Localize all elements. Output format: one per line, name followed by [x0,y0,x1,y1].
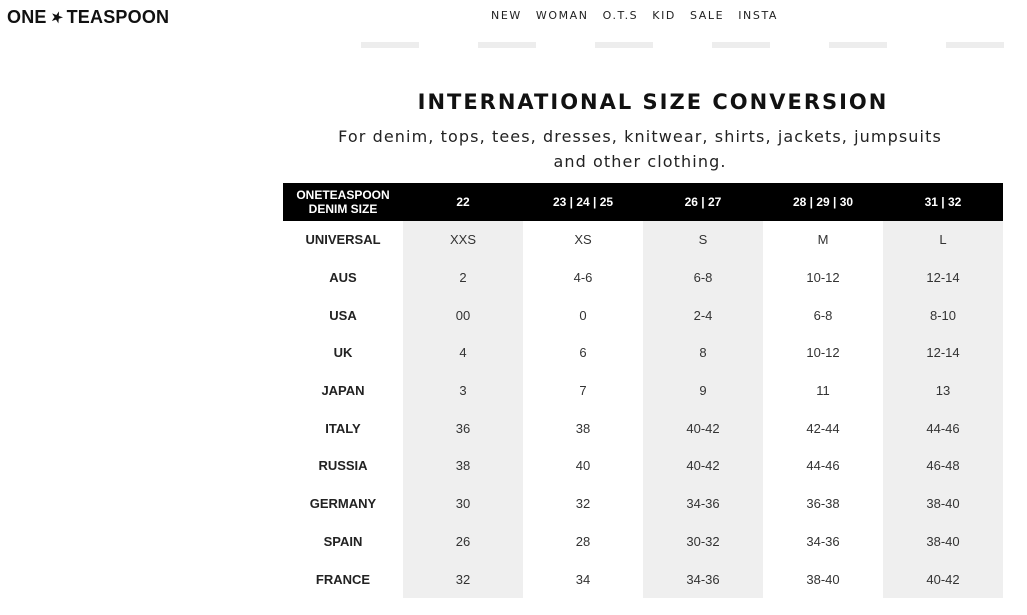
tab-divider-segment [946,42,1004,48]
table-cell: 0 [523,296,643,334]
table-cell: 44-46 [763,447,883,485]
table-cell: 2 [403,259,523,297]
table-row [283,372,1003,410]
table-cell: 10-12 [763,259,883,297]
table-header-cell: 22 [403,183,523,221]
table-header-cell: 23 | 24 | 25 [523,183,643,221]
table-cell: XXS [403,221,523,259]
tab-divider-segment [478,42,536,48]
row-label: UK [283,334,403,372]
table-cell: 32 [403,560,523,598]
star-icon [50,10,64,24]
nav-item-insta[interactable]: INSTA [738,9,779,22]
table-header-cell: 31 | 32 [883,183,1003,221]
table-cell: S [643,221,763,259]
table-cell: 44-46 [883,409,1003,447]
table-row [283,447,1003,485]
row-label: FRANCE [283,560,403,598]
table-row [283,485,1003,523]
table-cell: 8-10 [883,296,1003,334]
nav-item-ots[interactable]: O.T.S [602,9,639,22]
row-label: AUS [283,259,403,297]
table-cell: 7 [523,372,643,410]
table-cell: 42-44 [763,409,883,447]
table-row [283,259,1003,297]
table-cell: L [883,221,1003,259]
table-cell: 38 [523,409,643,447]
table-cell: 38-40 [763,560,883,598]
row-label: RUSSIA [283,447,403,485]
logo-text-left: ONE [7,6,47,27]
table-cell: 40-42 [643,409,763,447]
table-cell: 40 [523,447,643,485]
nav-item-kid[interactable]: KID [652,9,676,22]
row-label: SPAIN [283,523,403,561]
table-header-row [283,183,1003,221]
row-label: UNIVERSAL [283,221,403,259]
row-label: ITALY [283,409,403,447]
table-cell: 2-4 [643,296,763,334]
nav-item-new[interactable]: NEW [491,9,522,22]
table-cell: 34-36 [763,523,883,561]
logo-text-right: TEASPOON [66,6,170,27]
table-cell: 34 [523,560,643,598]
table-cell: 6 [523,334,643,372]
tab-divider [361,42,1004,48]
table-header-cell: 26 | 27 [643,183,763,221]
row-label: GERMANY [283,485,403,523]
table-cell: XS [523,221,643,259]
row-label: JAPAN [283,372,403,410]
table-cell: 38 [403,447,523,485]
table-cell: 10-12 [763,334,883,372]
table-cell: 32 [523,485,643,523]
row-label: USA [283,296,403,334]
table-row [283,560,1003,598]
main-nav [491,9,792,22]
table-cell: 30 [403,485,523,523]
table-row [283,221,1003,259]
table-cell: 00 [403,296,523,334]
table-cell: 3 [403,372,523,410]
table-body [283,221,1003,598]
table-cell: 13 [883,372,1003,410]
table-cell: 11 [763,372,883,410]
page-subtitle: For denim, tops, tees, dresses, knitwear, shirts, jackets, jumpsuits and other clothing. [338,127,942,171]
table-cell: 38-40 [883,523,1003,561]
table-cell: 28 [523,523,643,561]
table-cell: 34-36 [643,560,763,598]
tab-divider-segment [829,42,887,48]
table-row [283,296,1003,334]
table-cell: 8 [643,334,763,372]
table-cell: M [763,221,883,259]
table-cell: 30-32 [643,523,763,561]
tab-divider-segment [361,42,419,48]
nav-item-sale[interactable]: SALE [689,9,725,22]
table-row [283,523,1003,561]
table-row [283,334,1003,372]
tab-divider-segment [595,42,653,48]
table-row [283,409,1003,447]
table-cell: 40-42 [643,447,763,485]
table-cell: 4-6 [523,259,643,297]
table-cell: 6-8 [763,296,883,334]
table-header-cell: 28 | 29 | 30 [763,183,883,221]
brand-logo[interactable] [7,6,169,28]
size-conversion-table [283,183,1003,598]
table-cell: 36-38 [763,485,883,523]
table-cell: 12-14 [883,259,1003,297]
table-cell: 9 [643,372,763,410]
page-title: INTERNATIONAL SIZE CONVERSION [417,90,889,115]
table-cell: 4 [403,334,523,372]
nav-item-woman[interactable]: WOMAN [535,9,589,22]
table-cell: 34-36 [643,485,763,523]
table-cell: 38-40 [883,485,1003,523]
table-cell: 46-48 [883,447,1003,485]
table-cell: 36 [403,409,523,447]
tab-divider-segment [712,42,770,48]
table-cell: 6-8 [643,259,763,297]
table-cell: 26 [403,523,523,561]
table-cell: 12-14 [883,334,1003,372]
table-cell: 40-42 [883,560,1003,598]
table-header-cell: ONETEASPOON DENIM SIZE [283,183,403,221]
